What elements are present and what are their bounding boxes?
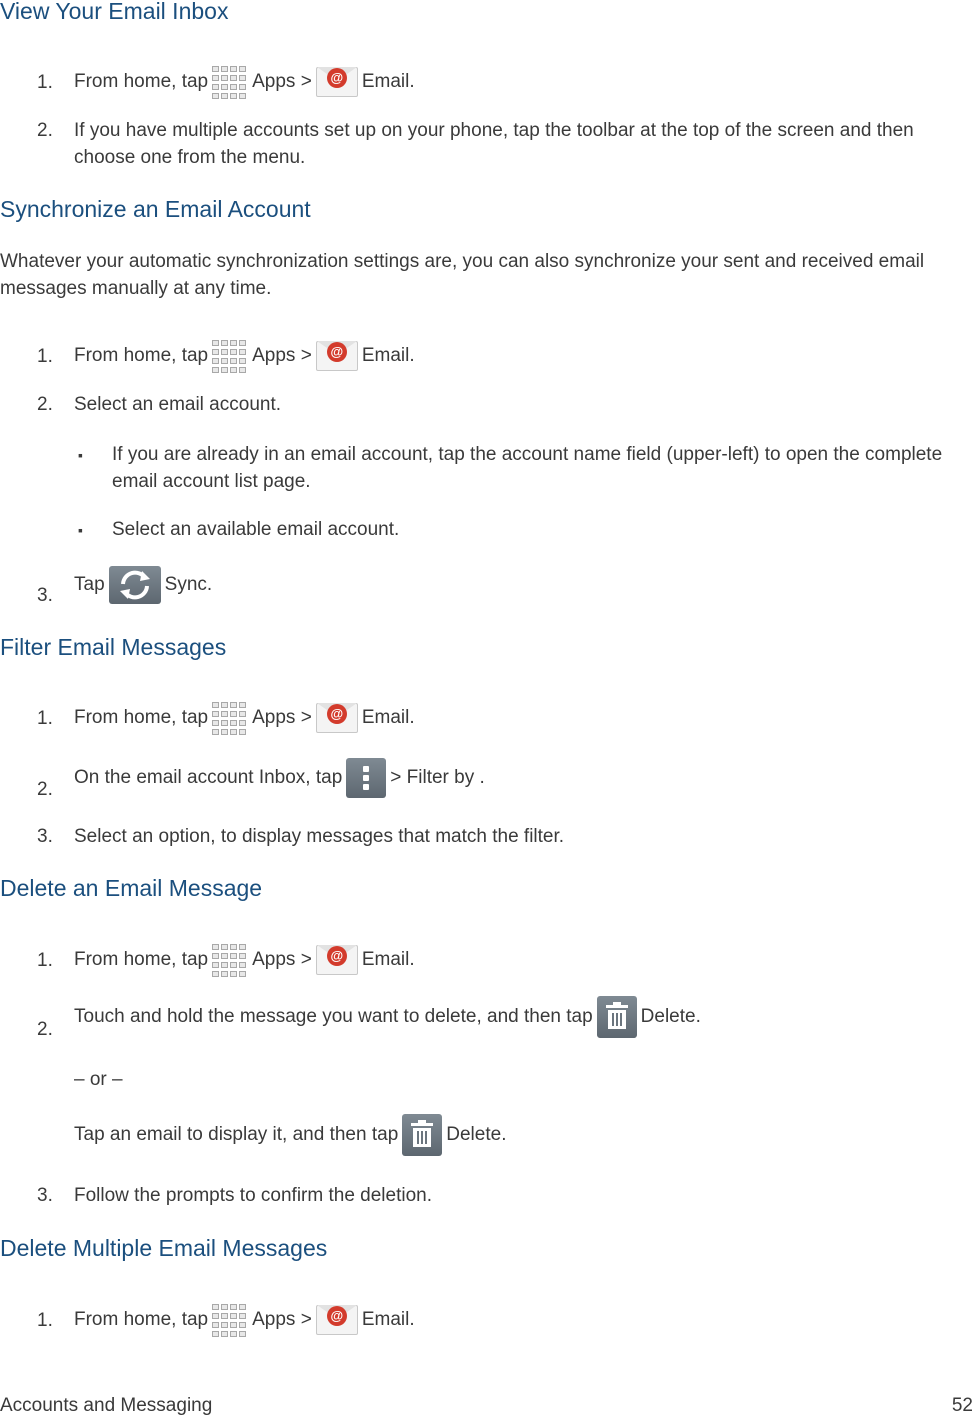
bullet-item: Select an available email account. [112, 519, 400, 540]
apps-grid-icon [212, 940, 248, 980]
bullet-marker: ▪ [78, 447, 83, 463]
email-envelope-icon: @ [316, 941, 358, 979]
step-instruction: From home, tap Apps > @ Email . [74, 940, 415, 980]
step-instruction: If you have multiple accounts set up on your phone, tap the toolbar at the top of the screen and then choose one from the menu. [74, 120, 914, 168]
trash-icon [402, 1114, 442, 1156]
email-envelope-icon: @ [316, 1301, 358, 1339]
step-number: 1. [37, 346, 53, 367]
overflow-menu-icon [346, 758, 386, 798]
trash-icon [597, 996, 637, 1038]
step-number: 2. [37, 394, 53, 415]
step-number: 1. [37, 72, 53, 93]
step-instruction: From home, tap Apps > @ Email. [74, 336, 415, 376]
step-instruction: Follow the prompts to confirm the deletion. [74, 1185, 433, 1206]
heading-view-inbox: View Your Email Inbox [0, 0, 229, 24]
footer-page-number: 52 [951, 1395, 973, 1416]
apps-grid-icon [212, 698, 248, 738]
step-number: 3. [37, 826, 53, 847]
step-number: 2. [37, 779, 53, 800]
step-number: 1. [37, 950, 53, 971]
heading-delete: Delete an Email Message [0, 875, 263, 901]
step-instruction-alternative: Tap an email to display it, and then tap Delete. [74, 1114, 506, 1156]
step-instruction: Touch and hold the message you want to delete, and then tap Delete. [74, 996, 701, 1038]
step-number: 1. [37, 708, 53, 729]
step-instruction: From home, tap Apps > @ Email . [74, 698, 415, 738]
heading-delete-multiple: Delete Multiple Email Messages [0, 1235, 328, 1261]
step-number: 3. [37, 585, 53, 606]
intro-paragraph: Whatever your automatic synchronization settings are, you can also synchronize your sent and received email messages manually at any time. [0, 251, 925, 299]
bullet-marker: ▪ [78, 522, 83, 538]
sync-icon [109, 566, 161, 604]
step-number: 1. [37, 1310, 53, 1331]
apps-grid-icon [212, 62, 248, 102]
email-envelope-icon: @ [316, 337, 358, 375]
step-instruction: On the email account Inbox, tap > Filter by . [74, 758, 485, 798]
step-instruction: From home, tap Apps > @ Email . [74, 62, 415, 102]
step-instruction: Tap Sync . [74, 566, 212, 604]
step-instruction: Select an email account. [74, 394, 282, 415]
step-number: 2. [37, 120, 53, 141]
step-number: 2. [37, 1019, 53, 1040]
heading-filter: Filter Email Messages [0, 634, 227, 660]
step-instruction: Select an option, to display messages that match the filter. [74, 826, 565, 847]
email-envelope-icon: @ [316, 63, 358, 101]
step-number: 3. [37, 1185, 53, 1206]
heading-synchronize: Synchronize an Email Account [0, 196, 311, 222]
apps-grid-icon [212, 336, 248, 376]
footer-section-name: Accounts and Messaging [0, 1395, 213, 1416]
bullet-item: If you are already in an email account, tap the account name field (upper-left) to open the complete email account list page. [112, 444, 943, 492]
email-envelope-icon: @ [316, 699, 358, 737]
step-instruction: From home, tap Apps > @ Email . [74, 1300, 415, 1340]
or-separator: – or – [74, 1069, 123, 1090]
apps-grid-icon [212, 1300, 248, 1340]
